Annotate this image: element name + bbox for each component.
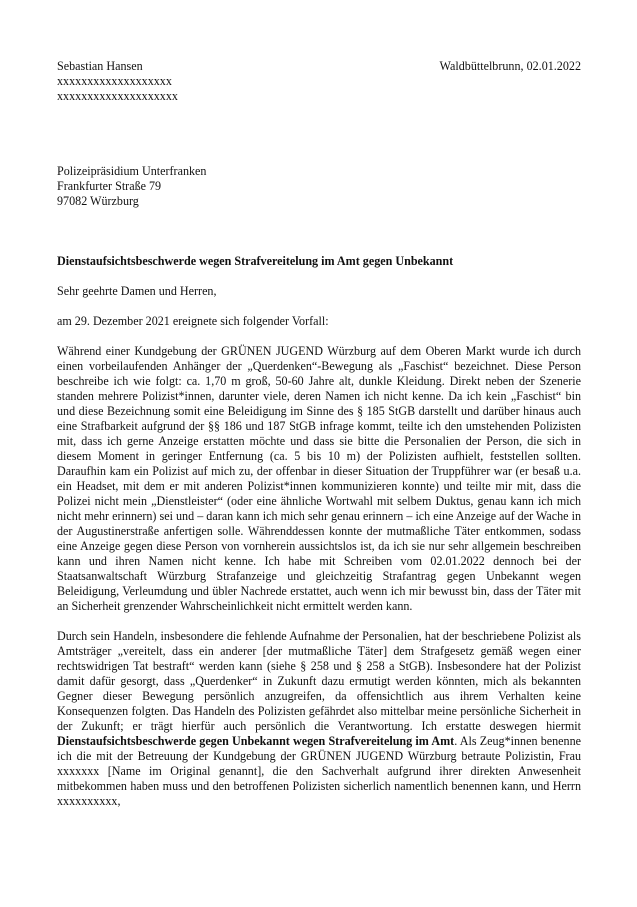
paragraph-2-text-start: Durch sein Handeln, insbesondere die fehlende Aufnahme der Personalien, hat der beschriebene Polizist als Amtsträger „vereitelt, dass ein anderer [der mutmaßliche Täter] dem Strafgesetz gemäß wegen einer rechtswidrigen Tat bestraft“ werden kann (siehe § 258 und § 258 a StGB). Insbesondere hat der Polizist damit dafür gesorgt, dass „Querdenker“ in Zukunft dazu ermutigt werden könnten, mich als bekannten Gegner dieser Bewegung persönlich anzugreifen, da offensichtlich aus ihrem Verhalten keine Konsequenzen folgten. Das Handeln des Polizisten gefährdet also mittelbar meine persönliche Sicherheit in der Zukunft; er trägt hierfür auch persönlich die Verantwortung. Ich erstatte deswegen hiermit: [57, 629, 581, 733]
sender-block: [57, 59, 178, 104]
recipient-name: Polizeipräsidium Unterfranken: [57, 164, 207, 178]
body-paragraph-2: [57, 629, 581, 809]
salutation: Sehr geehrte Damen und Herren,: [57, 284, 217, 298]
letter-header: [57, 59, 581, 104]
body-paragraph-1: Während einer Kundgebung der GRÜNEN JUGEND Würzburg auf dem Oberen Markt wurde ich durch einen vorbeilaufenden Anhänger der „Querdenken“-Bewegung als „Faschist“ bezeichnet. Diese Person beschreibe ich wie folgt: ca. 1,70 m groß, 50-60 Jahre alt, dunkle Kleidung. Direkt neben der Szenerie standen mehrere Polizist*innen, darunter viele, deren Namen ich nicht kenne. Da ich kein „Faschist“ bin und diese Bezeichnung somit eine Beleidigung im Sinne des § 185 StGB darstellt und darüber hinaus auch eine Strafbarkeit aufgrund der §§ 186 und 187 StGB infrage kommt, teilte ich den umstehenden Polizisten mit, dass ich gerne Anzeige erstatten möchte und dass sie bitte die Personalien der Person, die sich in diesem Moment in geringer Entfernung (ca. 5 bis 10 m) der Polizisten aufhielt, feststellen sollten. Daraufhin kam ein Polizist auf mich zu, der offenbar in dieser Situation der Truppführer war (er besaß u.a. ein Headset, mit dem er mit anderen Polizist*innen kommunizieren konnte) und teilte mir mit, dass die Polizei nicht mein „Dienstleister“ (oder eine ähnliche Wortwahl mit selbem Duktus, genau kann ich mich nicht mehr erinnern) sei und – daran kann ich mich sehr genau erinnern – ich eine Anzeige auf der Wache in der Augustinerstraße anfertigen solle. Währenddessen konnte der mutmaßliche Täter entkommen, sodass eine Anzeige gegen diese Person von vornherein aussichtslos ist, da ich sie nur sehr allgemein beschreiben kann und ihren Namen nicht kenne. Ich habe mit Schreiben vom 02.01.2022 dennoch bei der Staatsanwaltschaft Würzburg Strafanzeige und gleichzeitig Strafantrag gegen Unbekannt wegen Beleidigung, Verleumdung und übler Nachrede erstattet, auch wenn ich mir bewusst bin, dass der Täter mit an Sicherheit grenzender Wahrscheinlichkeit nicht ermittelt werden kann.: [57, 344, 581, 613]
subject-line: Dienstaufsichtsbeschwerde wegen Strafvereitelung im Amt gegen Unbekannt: [57, 254, 454, 268]
recipient-street: Frankfurter Straße 79: [57, 179, 162, 193]
place-date: Waldbüttelbrunn, 02.01.2022: [439, 59, 581, 73]
opening-line: am 29. Dezember 2021 ereignete sich folgender Vorfall:: [57, 314, 329, 328]
sender-address-line-2: xxxxxxxxxxxxxxxxxxxx: [57, 89, 178, 103]
recipient-city: 97082 Würzburg: [57, 194, 139, 208]
paragraph-2-bold-phrase: Dienstaufsichtsbeschwerde gegen Unbekannt wegen Strafvereitelung im Amt: [57, 734, 455, 748]
sender-address-line-1: xxxxxxxxxxxxxxxxxxx: [57, 74, 172, 88]
sender-name: Sebastian Hansen: [57, 59, 143, 73]
recipient-block: [57, 164, 581, 209]
paragraph-2-text-end: . Als Zeug*innen benenne ich die mit der Betreuung der Kundgebung der GRÜNEN JUGEND Würzburg betraute Polizistin, Frau xxxxxxx [Name im Original genannt], die den Sachverhalt aufgrund ihrer direkten Anwesenheit mitbekommen haben muss und den betroffenen Polizisten sicherlich namentlich benennen kann, und Herrn xxxxxxxxxx,: [57, 734, 581, 808]
